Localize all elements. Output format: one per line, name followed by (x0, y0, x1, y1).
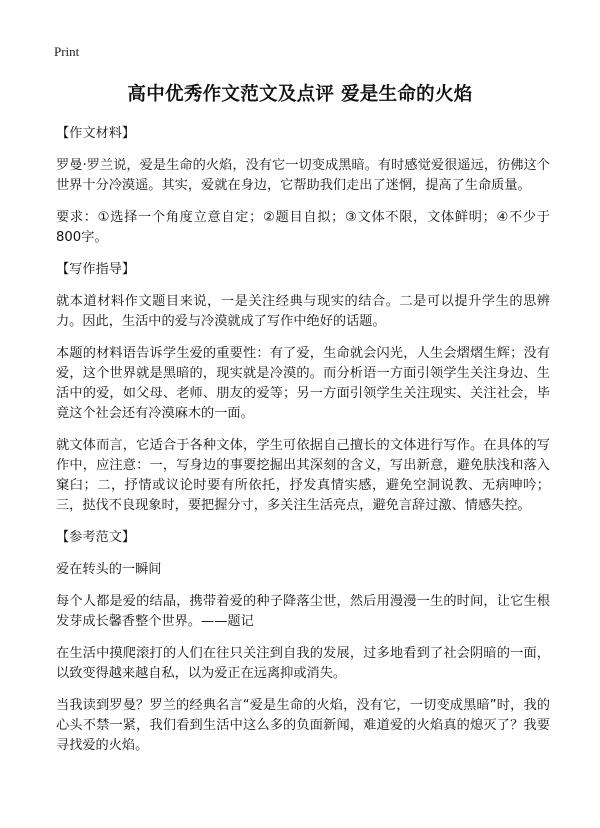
paragraph: 就文体而言，它适合于各种文体，学生可依据自己擅长的文体进行写作。在具体的写作中，应注意：一，写身边的事要挖掘出其深刻的含义，写出新意，避免肤浅和落入窠臼；二，抒情或议论时要有所依托，抒发真情实感，避免空洞说教、无病呻吟；三，挞伐不良现象时，要把握分寸，多关注生活亮点，避免言辞过激、情感失控。 (56, 438, 550, 513)
paragraph: 就本道材料作文题目来说，一是关注经典与现实的结合。二是可以提升学生的思辨力。因此，生活中的爱与冷漠就成了写作中绝好的话题。 (56, 294, 550, 329)
paragraph: 每个人都是爱的结晶，携带着爱的种子降落尘世，然后用漫漫一生的时间，让它生根发芽成长馨香整个世界。——题记 (56, 594, 550, 629)
paragraph: 当我读到罗曼？罗兰的经典名言“爱是生命的火焰，没有它，一切变成黑暗”时，我的心头不禁一紧，我们看到生活中这么多的负面新闻，难道爱的火焰真的熄灭了？我要寻找爱的火焰。 (56, 698, 550, 753)
paragraph: 本题的材料语告诉学生爱的重要性：有了爱，生命就会闪光，人生会熠熠生辉；没有爱，这个世界就是黑暗的，现实就是冷漠的。而分析语一方面引领学生关注身边、生活中的爱，如父母、老师、朋友的爱等；另一方面引领学生关注现实、关注社会，毕竟这个社会还有冷漠麻木的一面。 (56, 346, 550, 421)
paragraph: 在生活中摸爬滚打的人们在往只关注到自我的发展，过多地看到了社会阴暗的一面，以致变得越来越自私，以为爱正在远离抑或消失。 (56, 646, 550, 681)
paragraph: 罗曼·罗兰说，爱是生命的火焰，没有它一切变成黑暗。有时感觉爱很遥远，彷佛这个世界十分冷漠遥。其实，爱就在身边，它帮助我们走出了迷惘，提高了生命质量。 (56, 158, 550, 193)
article-body (56, 124, 550, 768)
page-title: 高中优秀作文范文及点评 爱是生命的火焰 (127, 84, 473, 105)
section-heading-material: 【作文材料】 (56, 126, 136, 141)
paragraph: 要求：①选择一个角度立意自定；②题目自拟；③文体不限，文体鲜明；④不少于800字。 (56, 210, 550, 245)
section-heading-sample-essay: 【参考范文】 (56, 530, 136, 545)
print-link[interactable]: Print (54, 44, 80, 59)
section-heading-guidance: 【写作指导】 (56, 262, 136, 277)
essay-title: 爱在转头的一瞬间 (56, 562, 162, 577)
